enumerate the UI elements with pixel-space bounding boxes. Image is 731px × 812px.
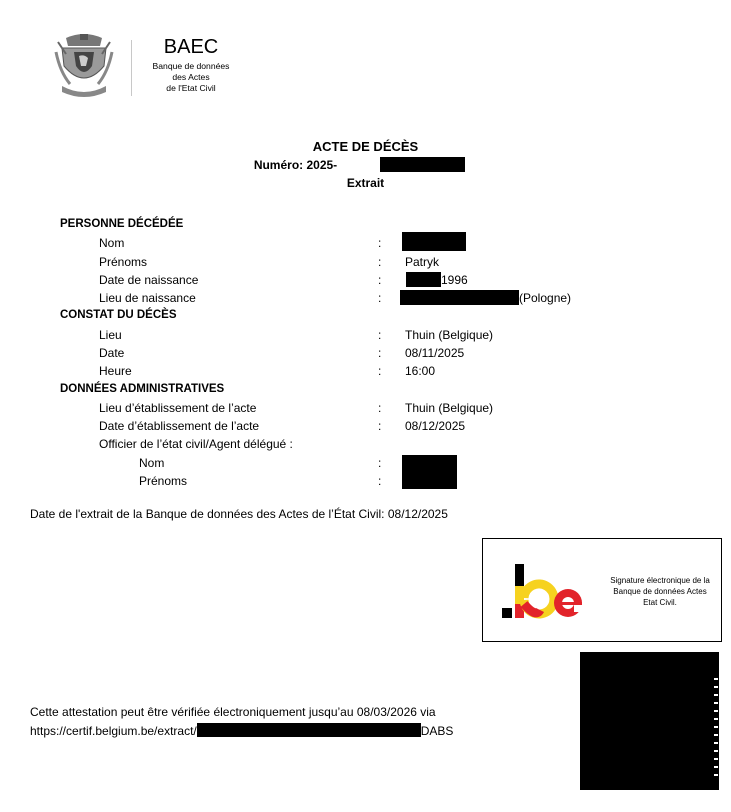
- document-title: ACTE DE DÉCÈS: [312, 139, 419, 154]
- signature-text: Signature électronique de la Banque de données Actes Etat Civil.: [610, 576, 710, 607]
- colon: :: [378, 346, 382, 360]
- value-date: 08/11/2025: [405, 346, 465, 360]
- colon: :: [378, 273, 382, 287]
- redacted-officer: [402, 455, 457, 489]
- value-act-date: 08/12/2025: [405, 419, 466, 433]
- colon: :: [378, 474, 382, 488]
- redacted-number: [380, 157, 465, 172]
- redacted-birthplace: [400, 290, 519, 305]
- verification-text: Cette attestation peut être vérifiée électroniquement jusqu’au 08/03/2026 via: [30, 705, 436, 719]
- qr-edge: [714, 672, 718, 782]
- value-prenoms: Patryk: [405, 255, 440, 269]
- label-officer-nom: Nom: [139, 456, 165, 470]
- label-officer: Officier de l’état civil/Agent délégué :: [99, 437, 293, 451]
- label-act-date: Date d’établissement de l’acte: [99, 419, 260, 433]
- belgian-coat-of-arms-icon: [52, 32, 116, 102]
- colon: :: [378, 419, 382, 433]
- redacted-qr-code: [580, 652, 719, 790]
- colon: :: [378, 328, 382, 342]
- document-kind: Extrait: [346, 176, 385, 190]
- org-full-name: Banque de données des Actes de l'Etat Civil: [152, 61, 230, 93]
- redacted-birthdate: [406, 272, 441, 287]
- redacted-url-token: [197, 723, 421, 737]
- section-heading-person: PERSONNE DÉCÉDÉE: [60, 218, 184, 230]
- redacted-nom: [402, 232, 466, 251]
- extract-date-line: Date de l'extrait de la Banque de données des Actes de l’État Civil: 08/12/2025: [30, 507, 448, 521]
- label-nom: Nom: [99, 236, 125, 250]
- document-number-label: Numéro: 2025-: [253, 158, 338, 172]
- colon: :: [378, 401, 382, 415]
- verification-url-suffix[interactable]: DABS: [420, 724, 454, 738]
- be-logo-icon: [500, 560, 590, 626]
- label-birthplace: Lieu de naissance: [99, 291, 196, 305]
- value-lieu: Thuin (Belgique): [405, 328, 494, 342]
- colon: :: [378, 364, 382, 378]
- section-heading-admin: DONNÉES ADMINISTRATIVES: [60, 383, 225, 395]
- colon: :: [378, 291, 382, 305]
- value-birthdate: 1996: [441, 273, 468, 287]
- value-act-place: Thuin (Belgique): [405, 401, 494, 415]
- label-act-place: Lieu d’établissement de l’acte: [99, 401, 257, 415]
- header-divider: [131, 40, 132, 96]
- label-birthdate: Date de naissance: [99, 273, 199, 287]
- colon: :: [378, 456, 382, 470]
- value-heure: 16:00: [405, 364, 436, 378]
- org-short-name: BAEC: [163, 36, 219, 58]
- label-officer-prenoms: Prénoms: [139, 474, 188, 488]
- verification-url[interactable]: [30, 723, 453, 738]
- colon: :: [378, 236, 382, 250]
- verification-url-prefix[interactable]: https://certif.belgium.be/extract/: [30, 724, 197, 738]
- value-birthplace: (Pologne): [519, 291, 572, 305]
- section-heading-death: CONSTAT DU DÉCÈS: [60, 309, 177, 321]
- label-heure: Heure: [99, 364, 132, 378]
- label-prenoms: Prénoms: [99, 255, 148, 269]
- label-lieu: Lieu: [99, 328, 122, 342]
- colon: :: [378, 255, 382, 269]
- label-date: Date: [99, 346, 125, 360]
